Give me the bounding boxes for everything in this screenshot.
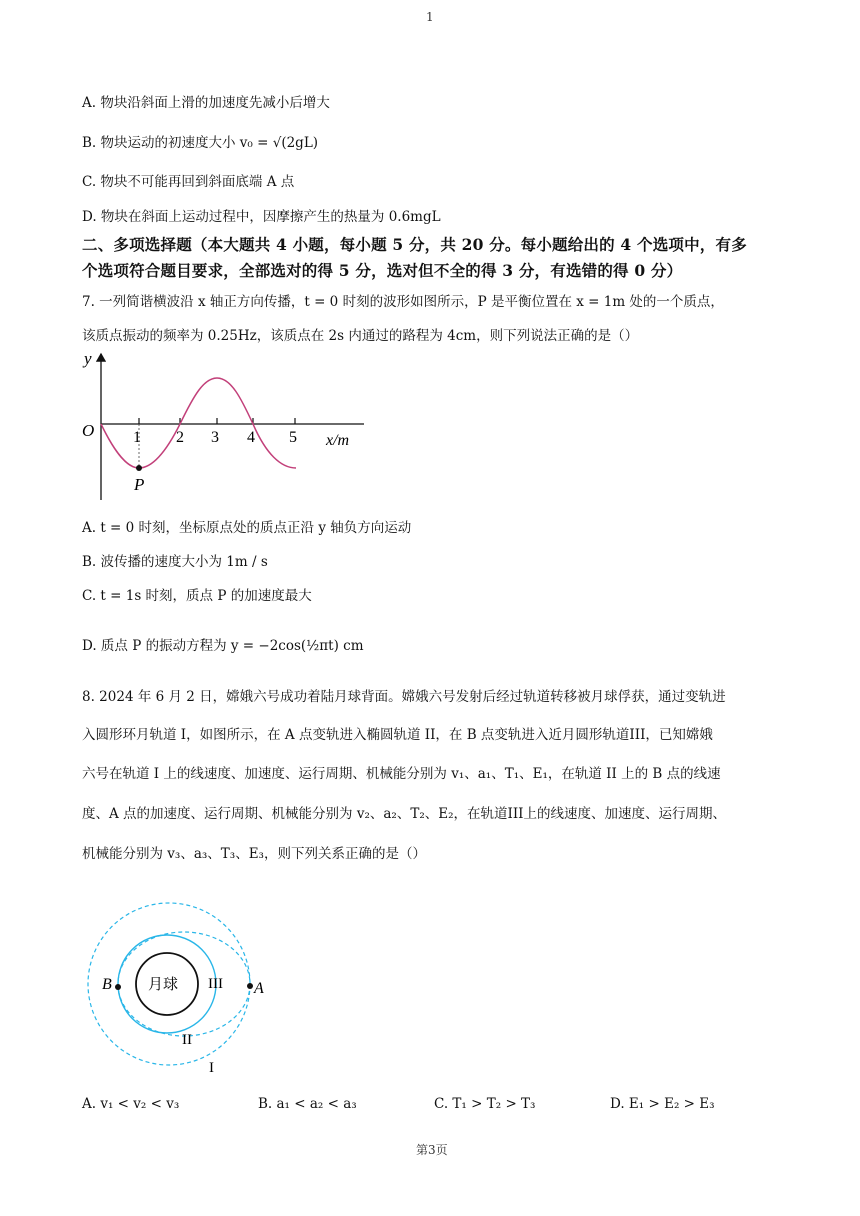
q8-option-a: A. v₁ < v₂ < v₃: [82, 1096, 180, 1112]
q8-option-c: C. T₁ > T₂ > T₃: [434, 1096, 536, 1112]
tick-label-4: 4: [247, 429, 255, 446]
q6-option-d: D. 物块在斜面上运动过程中，因摩擦产生的热量为 0.6mgL: [82, 209, 441, 225]
x-axis-label: x/m: [326, 432, 350, 449]
q6-option-c: C. 物块不可能再回到斜面底端 A 点: [82, 174, 295, 190]
tick-label-1: 1: [133, 429, 141, 446]
q7-option-d: D. 质点 P 的振动方程为 y = −2cos(½πt) cm: [82, 638, 364, 654]
tick-label-5: 5: [289, 429, 297, 446]
section-heading-line1: 二、多项选择题（本大题共 4 小题，每小题 5 分，共 20 分。每小题给出的 4 个选项中，有多: [82, 235, 747, 254]
q7-option-c: C. t = 1s 时刻，质点 P 的加速度最大: [82, 588, 312, 604]
q7-stem-line2: 该质点振动的频率为 0.25Hz，该质点在 2s 内通过的路程为 4cm，则下列说法正确的是（）: [82, 328, 639, 344]
orbit-3-label: III: [208, 976, 223, 992]
point-b-marker: [115, 984, 121, 990]
q6-option-a: A. 物块沿斜面上滑的加速度先减小后增大: [82, 95, 330, 111]
y-axis-label: y: [84, 350, 92, 368]
orbit-2-label: II: [182, 1032, 192, 1048]
tick-label-2: 2: [176, 429, 184, 446]
wave-figure: [76, 350, 376, 500]
q7-option-b: B. 波传播的速度大小为 1m / s: [82, 554, 268, 570]
tick-label-3: 3: [211, 429, 219, 446]
q8-stem-line3: 六号在轨道 I 上的线速度、加速度、运行周期、机械能分别为 v₁、a₁、T₁、E₁，在轨道 II 上的 B 点的线速: [82, 766, 721, 782]
q7-stem-line1: 7. 一列简谐横波沿 x 轴正方向传播，t = 0 时刻的波形如图所示，P 是平衡位置在 x = 1m 处的一个质点，: [82, 294, 724, 310]
q8-stem-line4: 度、A 点的加速度、运行周期、机械能分别为 v₂、a₂、T₂、E₂，在轨道III上的线速度、加速度、运行周期、: [82, 806, 727, 822]
wave-curve: [101, 378, 296, 468]
point-p-label: P: [134, 475, 145, 494]
header-page-index: 1: [426, 10, 434, 24]
point-a-marker: [247, 983, 253, 989]
moon-label: 月球: [148, 977, 179, 993]
q8-stem-line2: 入圆形环月轨道 I，如图所示，在 A 点变轨进入椭圆轨道 II，在 B 点变轨进入近月圆形轨道III，已知嫦娥: [82, 727, 713, 743]
q8-option-d: D. E₁ > E₂ > E₃: [610, 1096, 715, 1112]
q8-option-b: B. a₁ < a₂ < a₃: [258, 1096, 357, 1112]
section-heading-line2: 个选项符合题目要求，全部选对的得 5 分，选对但不全的得 3 分，有选错的得 0 分）: [82, 261, 683, 280]
q8-stem-line5: 机械能分别为 v₃、a₃、T₃、E₃，则下列关系正确的是（）: [82, 846, 426, 862]
point-p-marker: [136, 465, 142, 471]
point-a-label: A: [254, 980, 264, 997]
q6-option-b: B. 物块运动的初速度大小 v₀ = √(2gL): [82, 135, 319, 151]
orbit-figure: [82, 900, 272, 1080]
orbit-1-label: I: [209, 1060, 214, 1076]
origin-label: O: [82, 421, 95, 440]
q8-stem-line1: 8. 2024 年 6 月 2 日，嫦娥六号成功着陆月球背面。嫦娥六号发射后经过轨道转移被月球俘获，通过变轨进: [82, 689, 726, 705]
point-b-label: B: [102, 976, 112, 993]
q7-option-a: A. t = 0 时刻，坐标原点处的质点正沿 y 轴负方向运动: [82, 520, 412, 536]
footer-page-label: 第3页: [416, 1143, 448, 1157]
